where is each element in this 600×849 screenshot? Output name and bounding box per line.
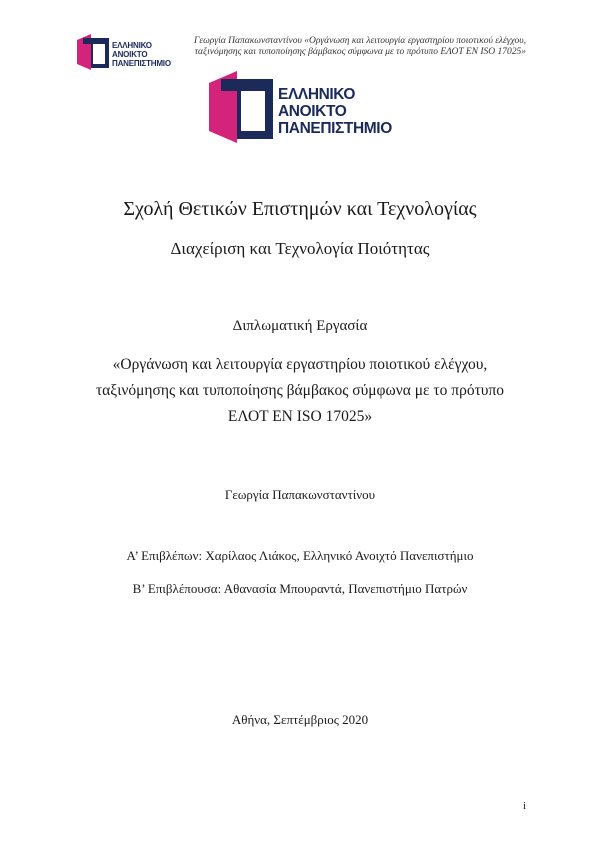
logo-small: [77, 34, 169, 70]
logo-small-text: ΕΛΛΗΝΙΚΟ ΑΝΟΙΚΤΟ ΠΑΝΕΠΙΣΤΗΜΙΟ: [112, 41, 171, 68]
thesis-title-line: ΕΛΟΤ ΕΝ ISO 17025»: [227, 408, 373, 425]
school-name: Σχολή Θετικών Επιστημών και Τεχνολογίας: [123, 198, 477, 220]
supervisor-a: Α’ Επιβλέπων: Χαρίλαος Λιάκος, Ελληνικό Ανοιχτό Πανεπιστήμιο: [126, 548, 474, 563]
thesis-title-line: ταξινόμησης και τυποποίησης βάμβακος σύμφωνα με το πρότυπο: [95, 382, 505, 399]
thesis-title-line: «Οργάνωση και λειτουργία εργαστηρίου ποιοτικού ελέγχου,: [112, 356, 488, 373]
thesis-type: Διπλωματική Εργασία: [232, 318, 368, 334]
supervisor-b: Β’ Επιβλέπουσα: Αθανασία Μπουραντά, Πανεπιστήμιο Πατρών: [132, 581, 468, 596]
thesis-title: [0, 352, 600, 430]
logo-large-text: ΕΛΛΗΝΙΚΟ ΑΝΟΙΚΤΟ ΠΑΝΕΠΙΣΤΗΜΙΟ: [278, 86, 392, 137]
university-logo-icon: [209, 71, 273, 143]
running-header-line: ταξινόμησης και τυποποίησης βάμβακος σύμφωνα με το πρότυπο ΕΛΟΤ ΕΝ ISO 17025»: [194, 47, 526, 57]
university-logo-icon: [77, 34, 109, 70]
running-header-line: Γεωργία Παπακωνσταντίνου «Οργάνωση και λειτουργία εργαστηρίου ποιοτικού ελέγχου,: [193, 36, 526, 46]
department-name: Διαχείριση και Τεχνολογία Ποιότητας: [170, 239, 430, 258]
running-header: [171, 36, 526, 58]
page-number: i: [523, 800, 527, 812]
author-name: Γεωργία Παπακωνσταντίνου: [224, 487, 376, 502]
logo-large: [209, 71, 399, 143]
place-date: Αθήνα, Σεπτέμβριος 2020: [231, 712, 369, 727]
